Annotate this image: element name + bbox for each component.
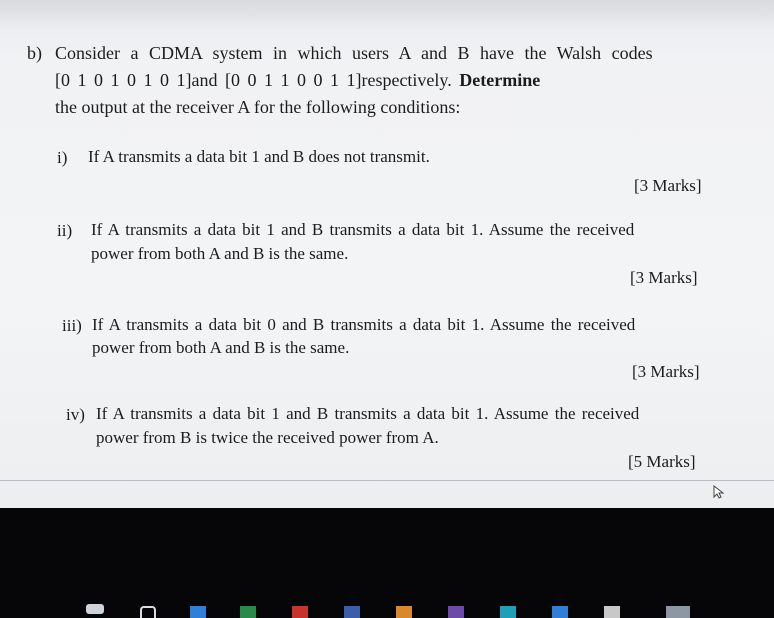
part-iv-marks: [5 Marks]	[628, 452, 696, 471]
part-i-marks: [3 Marks]	[634, 176, 702, 195]
taskbar-icon-12[interactable]	[666, 606, 690, 618]
part-iv-line-1: If A transmits a data bit 1 and B transmits a data bit 1. Assume the received	[96, 404, 640, 423]
walsh-codes-text: [0 1 0 1 0 1 0 1]and [0 0 1 1 0 0 1 1]respectively.	[55, 70, 452, 90]
part-ii-label: ii)	[57, 221, 73, 240]
part-ii-marks: [3 Marks]	[630, 268, 698, 287]
question-label: b)	[27, 43, 42, 63]
taskbar-icon-4[interactable]	[240, 606, 256, 618]
part-iii-line-1: If A transmits a data bit 0 and B transmits a data bit 1. Assume the received	[92, 315, 636, 334]
part-ii-line-1: If A transmits a data bit 1 and B transmits a data bit 1. Assume the received	[91, 220, 635, 239]
page-divider	[0, 480, 774, 481]
mouse-pointer-icon	[713, 485, 725, 499]
taskbar-icon-3[interactable]	[190, 606, 206, 618]
top-shadow-band	[0, 0, 774, 30]
taskbar-icon-9[interactable]	[500, 606, 516, 618]
part-iv-line-2: power from B is twice the received power from A.	[96, 428, 439, 447]
part-i-label: i)	[57, 148, 68, 167]
taskbar-icon-2[interactable]	[140, 606, 156, 618]
taskbar-icon-1[interactable]	[86, 604, 104, 614]
determine-keyword: Determine	[459, 70, 541, 90]
part-iii-marks: [3 Marks]	[632, 362, 700, 381]
part-ii-line-2: power from both A and B is the same.	[91, 244, 349, 263]
part-iii-label: iii)	[62, 316, 82, 335]
question-intro-line-2	[55, 69, 540, 91]
question-intro-line-1: Consider a CDMA system in which users A and B have the Walsh codes	[55, 43, 653, 63]
taskbar-icon-5[interactable]	[292, 606, 308, 618]
taskbar	[0, 508, 774, 618]
part-iv-label: iv)	[66, 405, 85, 424]
question-intro-line-3: the output at the receiver A for the following conditions:	[55, 97, 461, 117]
taskbar-icon-10[interactable]	[552, 606, 568, 618]
taskbar-icon-11[interactable]	[604, 606, 620, 618]
part-iii-line-2: power from both A and B is the same.	[92, 338, 350, 357]
taskbar-icon-6[interactable]	[344, 606, 360, 618]
taskbar-icon-8[interactable]	[448, 606, 464, 618]
part-i-line-1: If A transmits a data bit 1 and B does not transmit.	[88, 147, 430, 166]
taskbar-icon-7[interactable]	[396, 606, 412, 618]
